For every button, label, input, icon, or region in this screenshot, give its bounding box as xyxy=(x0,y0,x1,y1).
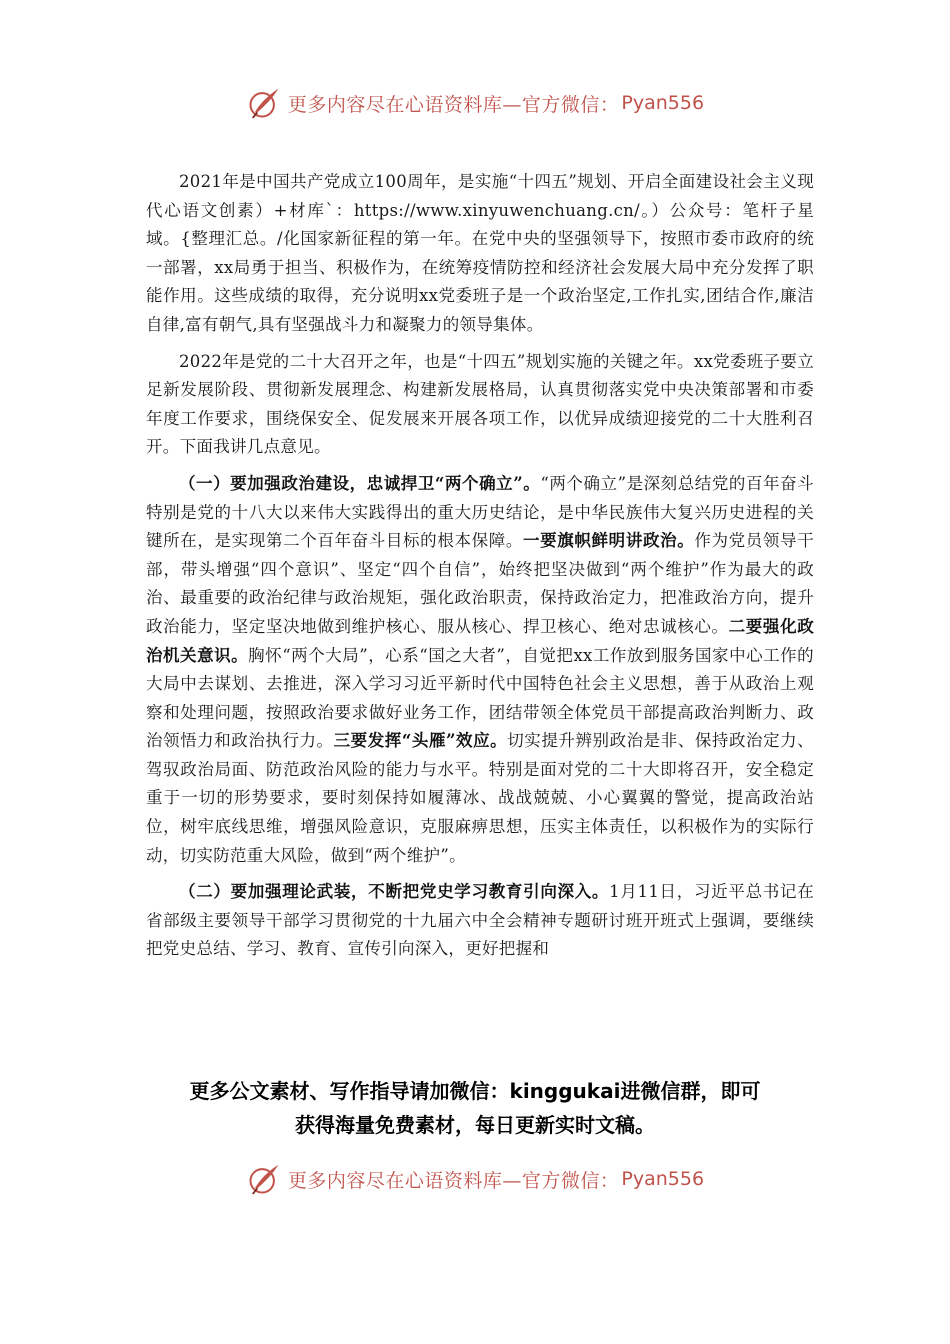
banner-text: 更多内容尽在心语资料库—官方微信： xyxy=(287,1169,620,1192)
wechat-id: Pyan556 xyxy=(621,1168,705,1190)
quill-pen-icon xyxy=(246,1161,282,1197)
wechat-id: Pyan556 xyxy=(621,92,705,114)
paragraph-3-text-2: 作为党员领导干部，带头增强“四个意识”、坚定“四个自信”，始终把坚决做到“两个维护”作为最大的政治、最重要的政治纪律与政治规矩，强化政治职责，保持政治定力，把准政治方向，提升政治能力，坚定坚决地做到维护核心、服从核心、捍卫核心、绝对忠诚核心。 xyxy=(146,531,814,636)
promo-line-2: 获得海量免费素材，每日更新实时文稿。 xyxy=(295,1113,655,1137)
paragraph-3 xyxy=(146,470,814,870)
paragraph-3-text-3: 胸怀“两个大局”，心系“国之大者”，自觉把xx工作放到服务国家中心工作的大局中去谋划、去推进，深入学习习近平新时代中国特色社会主义思想，善于从政治上观察和处理问题，按照政治要求做好业务工作，团结带领全体党员干部提高政治判断力、政治领悟力和政治执行力。 xyxy=(146,645,814,751)
subheading-3: 三要发挥“头雁”效应。 xyxy=(333,731,508,751)
paragraph-3-text-1: “两个确立”是深刻总结党的百年奋斗特别是党的十八大以来伟大实践得出的重大历史结论，是中华民族伟大复兴历史进程的关键所在，是实现第二个百年奋斗目标的根本保障。 xyxy=(146,473,814,551)
quill-pen-icon xyxy=(246,85,282,121)
subheading-1: 一要旗帜鲜明讲政治。 xyxy=(523,531,695,551)
section-heading-2: （二）要加强理论武装，不断把党史学习教育引向深入。 xyxy=(179,882,610,902)
paragraph-1: 2021年是中国共产党成立100周年，是实施“十四五”规划、开启全面建设社会主义现代心语文创素）+材库`：https://www.xinyuwenchuang.cn/。）公众号：笔杆子星域。{整理汇总。/化国家新征程的第一年。在党中央的坚强领导下，按照市委市政府的统一部署，xx局勇于担当、积极作为，在统筹疫情防控和经济社会发展大局中充分发挥了职能作用。这些成绩的取得，充分说明xx党委班子是一个政治坚定,工作扎实,团结合作,廉洁自律,富有朝气,具有坚强战斗力和凝聚力的领导集体。 xyxy=(146,172,814,334)
banner-text: 更多内容尽在心语资料库—官方微信： xyxy=(287,93,620,116)
header-banner xyxy=(0,80,950,126)
subheading-2: 二要强化政治机关意识。 xyxy=(146,616,815,665)
paragraph-2: 2022年是党的二十大召开之年，也是“十四五”规划实施的关键之年。xx党委班子要立足新发展阶段、贯彻新发展理念、构建新发展格局，认真贯彻落实党中央决策部署和市委年度工作要求，围绕保安全、促发展来开展各项工作，以优异成绩迎接党的二十大胜利召开。下面我讲几点意见。 xyxy=(146,351,814,457)
paragraph-4-text-1: 1月11日，习近平总书记在省部级主要领导干部学习贯彻党的十九届六中全会精神专题研讨班开班式上强调，要继续把党史总结、学习、教育、宣传引向深入，更好把握和 xyxy=(146,882,814,959)
document-body xyxy=(146,168,814,972)
footer-banner xyxy=(0,1156,950,1202)
paragraph-3-text-4: 切实提升辨别政治是非、保持政治定力、驾驭政治局面、防范政治风险的能力与水平。特别是面对党的二十大即将召开，安全稳定重于一切的形势要求，要时刻保持如履薄冰、战战兢兢、小心翼翼的警觉，提高政治站位，树牢底线思维，增强风险意识，克服麻痹思想，压实主体责任，以积极作为的实际行动，切实防范重大风险，做到“两个维护”。 xyxy=(146,731,814,865)
promo-line-1: 更多公文素材、写作指导请加微信：kinggukai进微信群，即可 xyxy=(189,1079,761,1103)
paragraph-4 xyxy=(146,878,814,964)
promo-notice xyxy=(110,1074,840,1142)
section-heading-1: （一）要加强政治建设，忠诚捍卫“两个确立”。 xyxy=(179,473,541,493)
